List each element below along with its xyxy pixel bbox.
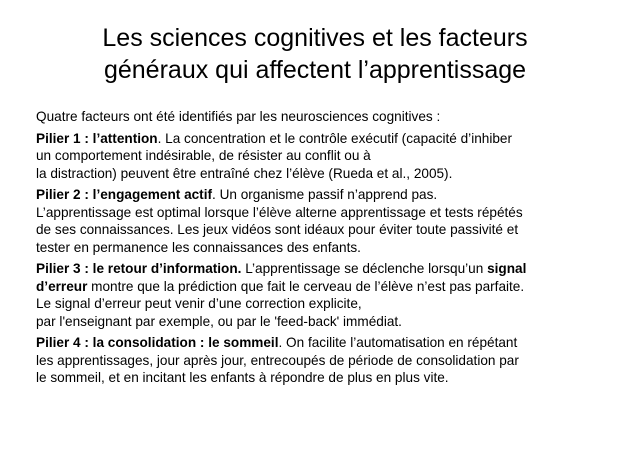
slide-title [20,22,610,86]
pillar-2-line-4: tester en permanence les connaissances des enfants. [36,239,361,255]
pillar-4-line-3: le sommeil, et en incitant les enfants à répondre de plus en plus vite. [36,370,449,385]
title-line-1: Les sciences cognitives et les facteurs [102,24,528,52]
pillar-2-line-1 [36,186,616,204]
pillar-1-line-1-rest: . La concentration et le contrôle exécutif (capacité d’inhiber [157,130,513,146]
pillar-3-line-1 [36,260,616,278]
pillar-3-line-1-mid: L’apprentissage se déclenche lorsqu’un [241,261,488,276]
pillar-1-line-2: un comportement indésirable, de résister au conflit ou à [36,148,371,163]
title-line-2: généraux qui affectent l’apprentissage [103,56,527,84]
pillar-3 [36,260,616,330]
pillar-2-heading: Pilier 2 : l’engagement actif [36,187,213,202]
intro-text: Quatre facteurs ont été identifiés par les neurosciences cognitives : [36,109,441,124]
pillar-4-line-2: les apprentissages, jour après jour, entrecoupés de période de consolidation par [36,352,519,368]
pillar-4-line-1 [36,334,616,352]
pillar-2-line-3: de ses connaissances. Les jeux vidéos sont idéaux pour éviter toute passivité et [36,222,519,237]
pillar-2-line-1-rest: . Un organisme passif n’apprend pas. [212,187,438,202]
pillar-3-bold-term-2: d’erreur [36,278,88,294]
pillar-4-line-1-rest: . On facilite l’automatisation en répétant [278,335,518,350]
pillar-2-line-2: L’apprentissage est optimal lorsque l’élève alterne apprentissage et tests répétés [36,204,523,220]
pillar-3-line-2 [36,278,616,296]
pillar-4-heading: Pilier 4 : la consolidation : le sommeil [36,335,279,350]
pillar-1-line-1 [36,130,616,148]
pillar-3-line-2-rest: montre que la prédiction que fait le cerveau de l’élève n’est pas parfaite. [87,278,525,294]
pillar-3-line-4: par l'enseignant par exemple, ou par le 'feed-back' immédiat. [36,313,402,329]
slide-body [36,108,616,391]
pillar-2 [36,186,616,256]
pillar-3-heading: Pilier 3 : le retour d’information. [36,261,242,276]
pillar-1 [36,130,616,183]
pillar-3-line-3: Le signal d’erreur peut venir d’une correction explicite, [36,296,362,311]
pillar-1-line-3: la distraction) peuvent être entraîné chez l’élève (Rueda et al., 2005). [36,165,453,181]
pillar-3-bold-term-1: signal [487,261,527,276]
pillar-4 [36,334,616,387]
pillar-1-heading: Pilier 1 : l’attention [36,130,158,146]
